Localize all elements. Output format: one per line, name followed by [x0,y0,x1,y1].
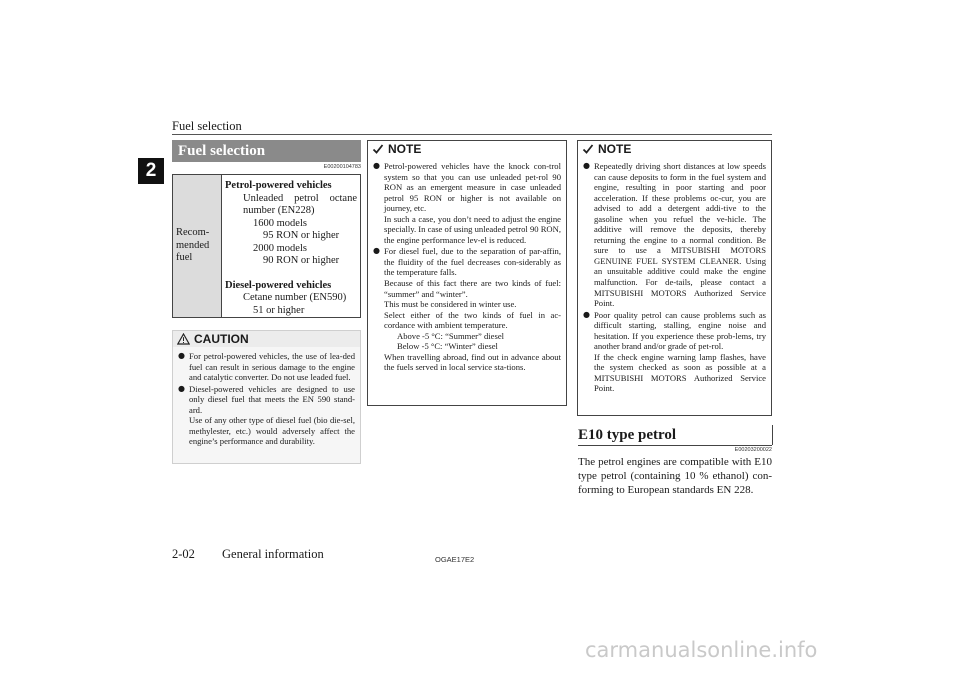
note-text-continued: Select either of the two kinds of fuel in ac-cordance with ambient temperature. [384,309,561,331]
caution-text-continued: Use of any other type of diesel fuel (bio die-sel, methylester, etc.) would adversely affect the engine’s performance and durability. [189,415,355,447]
list-item [583,161,766,309]
note-text-continued: When travelling abroad, find out in advance about the fuels served in local service sta-tions. [384,351,561,373]
table-label-line: fuel [176,252,193,264]
model-1600-label: 1600 models [253,217,307,229]
note-box-1 [367,140,567,406]
bullet-icon: ● [178,351,185,360]
list-item [373,246,561,278]
chapter-tab: 2 [138,158,164,184]
bullet-icon: ● [178,383,185,393]
summer-diesel-line: Above -5 °C: “Summer” diesel [397,330,505,341]
note-text: Poor quality petrol can cause problems such as difficult starting, stalling, engine noise and hesitation. If you experience these prob-lems, try another brand and/or grade of pet-rol. [594,309,766,352]
footer-section-title: General information [222,547,324,561]
section-heading-fuel-selection: Fuel selection [172,140,361,162]
diesel-heading: Diesel-powered vehicles [225,279,332,291]
bullet-icon: ● [583,161,590,170]
fuel-table [172,174,361,318]
petrol-octane-line [225,193,357,206]
note-box-2 [577,140,772,416]
bullet-icon: ● [583,309,590,319]
petrol-heading: Petrol-powered vehicles [225,180,332,191]
caution-label: CAUTION [194,331,249,346]
e10-body-text: The petrol engines are compatible with E10 type petrol (containing 10 % ethanol) con-forming to European standards EN 228. [578,456,772,496]
caution-box [172,330,361,464]
watermark: carmanualsonline.info [585,638,818,662]
fuel-table-label-cell [173,175,222,317]
note-header [578,141,771,157]
note-check-icon [372,143,384,155]
section-code: E00200104783 [323,164,361,170]
list-item [583,310,766,352]
warning-triangle-icon [177,333,190,345]
diesel-cetane-value: 51 or higher [253,304,305,316]
note-label: NOTE [388,141,422,156]
document-code: OGAE17E2 [435,555,475,564]
note-text: For diesel fuel, due to the separation of par-affin, the fluidity of the fuel decreases con-siderably as the temperature falls. [384,246,561,278]
note-text-continued: If the check engine warning lamp flashes, have the system checked as soon as possible at a MITSUBISHI MOTORS Authorized Service Point. [594,351,766,394]
note-text-continued: In such a case, you don’t need to adjust the engine specially. In case of using unleaded petrol 90 RON, the engine performance lev-el is reduced. [384,213,561,245]
note-text-continued: This must be considered in winter use. [384,299,517,310]
list-item [178,351,355,383]
note-text-continued: Because of this fact there are two kinds of fuel: “summer” and “winter”. [384,278,561,299]
note-check-icon [582,143,594,155]
page-number: 2-02 [172,547,195,561]
section-code: E00203200022 [734,447,772,453]
section-heading-e10: E10 type petrol [578,425,773,445]
table-word: Unleaded [243,192,284,204]
bullet-icon: ● [373,161,380,170]
model-1600-value: 95 RON or higher [263,230,340,241]
running-header-title: Fuel selection [172,119,242,133]
table-word: petrol [294,192,319,204]
model-2000-value: 90 RON or higher [263,255,340,266]
section-rule [578,445,772,446]
header-rule [172,134,772,135]
table-word: octane [329,192,357,204]
note-text: Repeatedly driving short distances at low speeds can cause deposits to form in the fuel system and engine, resulting in poor starting and poor acceleration. If these problems oc-cur, you are advised to add a detergent addi-tive to the gasoline when you refuel the ve-hicle. The additive will remove the deposits, thereby returning the engine to a normal condition. Be sure to use a MITSUBISHI MOTORS GENUINE FUEL SYSTEM CLEANER. Using an unsuitable additive could make the engine malfunction. For de-tails, please contact a MITSUBISHI MOTORS Authorized Service Point. [594,161,766,309]
list-item [178,384,355,416]
bullet-icon: ● [373,246,380,256]
petrol-standard-line: number (EN228) [243,205,315,216]
caution-text: Diesel-powered vehicles are designed to use only diesel fuel that meets the EN 590 stand-ard. [189,383,355,415]
list-item [373,161,561,214]
fuel-table-value-cell [222,175,360,317]
note-header [368,141,566,157]
table-label-line: Recom- [176,227,210,239]
winter-diesel-line: Below -5 °C: “Winter” diesel [397,341,498,352]
note-label: NOTE [598,141,632,156]
note-text: Petrol-powered vehicles have the knock con-trol system so that you can use unleaded pet-rol 90 RON as an emergent measure in case unleaded petrol 95 RON or higher is not available on journey, etc. [384,161,561,214]
table-label-line: mended [176,239,210,251]
diesel-cetane-line: Cetane number (EN590) [243,292,347,303]
model-2000-label: 2000 models [253,242,307,254]
caution-header [173,331,360,347]
caution-text: For petrol-powered vehicles, the use of lea-ded fuel can result in serious damage to the engine and catalytic converter. Do not use leaded fuel. [189,351,355,383]
